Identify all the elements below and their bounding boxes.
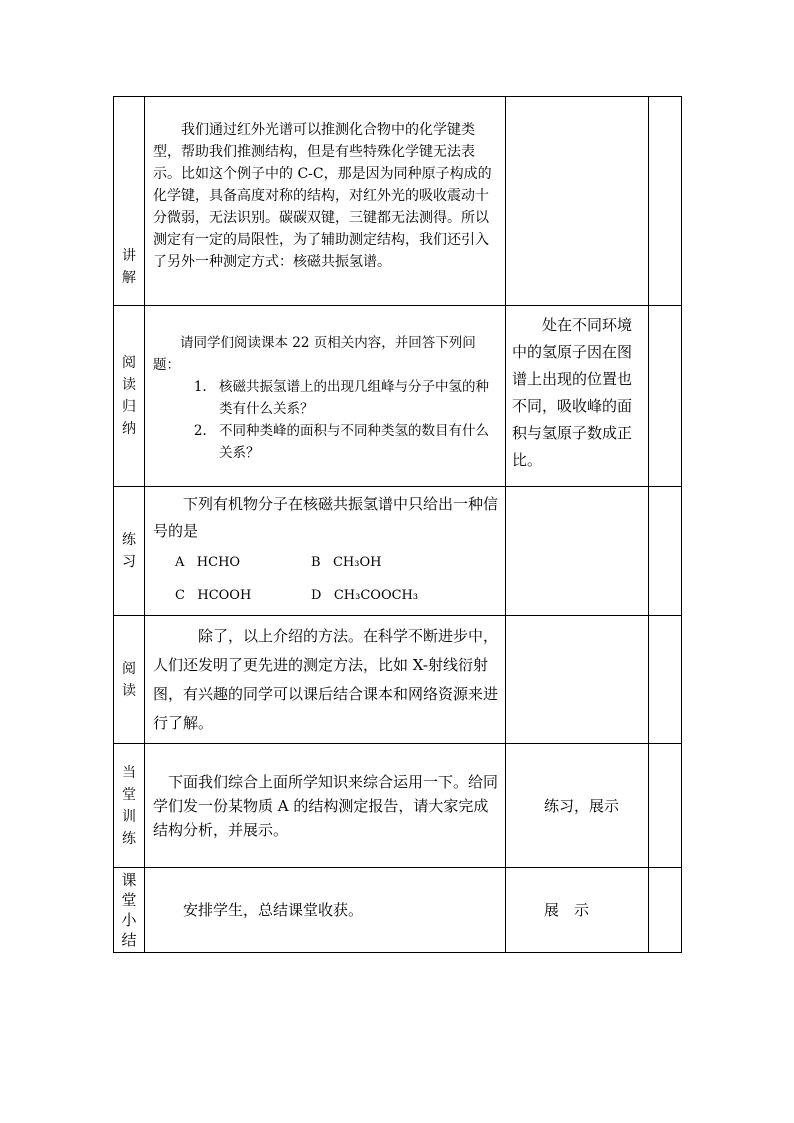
- reading-text: 除了，以上介绍的方法。在科学不断进步中，人们还发明了更先进的测定方法，比如 X-射线衍射图，有兴趣的同学可以课后结合课本和网络资源来进行了解。: [153, 627, 499, 732]
- note-cell: [506, 487, 649, 616]
- training-note: 练习，展示: [544, 796, 620, 815]
- summary-note: 展 示: [544, 901, 590, 919]
- option-b: B CH₃OH: [311, 555, 382, 570]
- table-row: [114, 616, 682, 744]
- content-cell: [145, 868, 506, 953]
- note-cell: [506, 97, 649, 306]
- blank-cell: [649, 868, 682, 953]
- section-label-cell: [114, 616, 145, 744]
- content-cell: [145, 616, 506, 744]
- content-cell: [145, 487, 506, 616]
- note-cell: [506, 744, 649, 868]
- content-cell: [145, 306, 506, 487]
- section-label-cell: [114, 97, 145, 306]
- blank-cell: [649, 97, 682, 306]
- section-label: 当堂训练: [122, 764, 136, 847]
- teacher-note: 处在不同环境中的氢原子因在图谱上出现的位置也不同，吸收峰的面积与氢原子数成正比。: [512, 316, 633, 469]
- table-row: [114, 306, 682, 487]
- training-text: 下面我们综合上面所学知识来综合运用一下。给同学们发一份某物质 A 的结构测定报告，请大家完成结构分析，并展示。: [153, 772, 499, 839]
- content-cell: [145, 744, 506, 868]
- summary-text: 安排学生，总结课堂收获。: [183, 901, 364, 919]
- note-cell: [506, 868, 649, 953]
- section-label: 讲解: [122, 248, 136, 286]
- explanation-text: 我们通过红外光谱可以推测化合物中的化学键类型，帮助我们推测结构，但是有些特殊化学键无法表示。比如这个例子中的 C-C，那是因为同种原子构成的化学键，具备高度对称的结构，对红外光的吸收震动十分微弱，无法识别。碳碳双键，三键都无法测得。所以测定有一定的局限性，为了辅助测定结构，我们还引入了另外一种测定方式：核磁共振氢谱。: [153, 122, 492, 270]
- question-item: 1. 核磁共振氢谱上的出现几组峰与分子中氢的种类有什么关系？: [211, 376, 499, 420]
- question-list: [153, 376, 499, 464]
- option-grid: [153, 549, 499, 609]
- reading-intro: 请同学们阅读课本 22 页相关内容，并回答下列问题：: [153, 335, 476, 373]
- table-row: [114, 744, 682, 868]
- option-c: C HCOOH: [175, 588, 252, 603]
- section-label: 练习: [122, 532, 136, 570]
- table-row: [114, 97, 682, 306]
- section-label-cell: [114, 306, 145, 487]
- blank-cell: [649, 487, 682, 616]
- table-row: [114, 487, 682, 616]
- question-item: 2. 不同种类峰的面积与不同种类氢的数目有什么关系？: [211, 420, 499, 464]
- exercise-question: 下列有机物分子在核磁共振氢谱中只给出一种信号的是: [153, 495, 499, 540]
- blank-cell: [649, 306, 682, 487]
- option-a: A HCHO: [175, 555, 241, 570]
- section-label: 阅读: [122, 660, 136, 699]
- section-label: 阅读归纳: [122, 355, 136, 437]
- section-label-cell: [114, 487, 145, 616]
- table-row: [114, 868, 682, 953]
- blank-cell: [649, 744, 682, 868]
- note-cell: [506, 306, 649, 487]
- section-label: 课堂小结: [121, 871, 137, 949]
- note-cell: [506, 616, 649, 744]
- lesson-plan-table: [113, 96, 682, 953]
- section-label-cell: [114, 744, 145, 868]
- blank-cell: [649, 616, 682, 744]
- section-label-cell: [114, 868, 145, 953]
- content-cell: [145, 97, 506, 306]
- option-d: D CH₃COOCH₃: [311, 588, 419, 603]
